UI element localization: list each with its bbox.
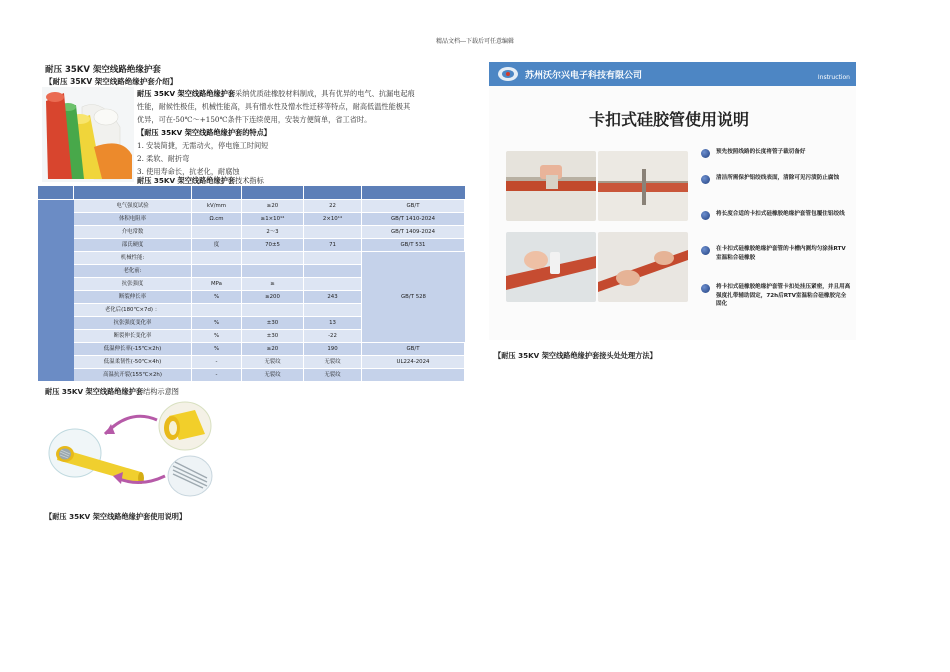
- table-cell-req: 2～3: [242, 226, 304, 239]
- step-5: [701, 283, 851, 309]
- intro-heading: 【耐压 35KV 架空线路绝缘护套介绍】: [45, 77, 178, 86]
- table-cell-std: UL224-2024: [362, 356, 465, 369]
- table-cell-req: [242, 252, 304, 265]
- table-header-bar: [38, 186, 465, 200]
- table-cell-unit: Ω.cm: [192, 213, 242, 226]
- table-cell-unit: [192, 265, 242, 278]
- table-row: [74, 226, 465, 239]
- table-row: [74, 343, 465, 356]
- table-cell-val: 13: [304, 317, 362, 330]
- step-bullet-icon: [701, 149, 710, 158]
- table-cell-unit: MPa: [192, 278, 242, 291]
- table-cell-val: [304, 304, 362, 317]
- table-row: [74, 239, 465, 252]
- table-cell-val: [304, 265, 362, 278]
- step-bullet-icon: [701, 284, 710, 293]
- step-3: [701, 210, 851, 219]
- table-cell-item: 介电常数: [74, 226, 192, 239]
- table-cell-val: 22: [304, 200, 362, 213]
- table-row: [74, 369, 465, 382]
- step-photo-wrapping: [506, 232, 596, 302]
- table-cell-item: 抗张强度变化率: [74, 317, 192, 330]
- spec-table: [38, 186, 465, 385]
- table-cell-val: 无裂纹: [304, 369, 362, 382]
- company-banner: [489, 62, 856, 86]
- table-cell-item: 低温伸长率(-15℃×2h): [74, 343, 192, 356]
- table-row: [74, 356, 465, 369]
- sleeve-cross-section-icon: [49, 429, 144, 484]
- table-cell-req: 无裂纹: [242, 356, 304, 369]
- table-cell-val: -22: [304, 330, 362, 343]
- table-cell-unit: [192, 226, 242, 239]
- table-cell-req: ±30: [242, 330, 304, 343]
- table-caption: [137, 176, 264, 186]
- page-title: 耐压 35KV 架空线路绝缘护套: [45, 65, 161, 75]
- table-cell-req: [242, 265, 304, 278]
- intro-product-name: 耐压 35KV 架空线路绝缘护套: [137, 89, 236, 98]
- table-cell-req: ≥20: [242, 343, 304, 356]
- table-row: [74, 213, 465, 226]
- table-cell-unit: %: [192, 330, 242, 343]
- instruction-title: 卡扣式硅胶管使用说明: [589, 110, 750, 129]
- table-cell-item: 低温柔韧性(-50℃×4h): [74, 356, 192, 369]
- table-cell-req: ≥20: [242, 200, 304, 213]
- feature-item-2: 2. 柔软、耐折弯: [137, 154, 190, 163]
- table-cell-std: GB/T 1409-2024: [362, 226, 465, 239]
- table-row: [74, 200, 465, 213]
- table-cell-req: [242, 304, 304, 317]
- table-cell-req: ±30: [242, 317, 304, 330]
- table-cell-val: [304, 226, 362, 239]
- table-cell-std: GB/T 1410-2024: [362, 213, 465, 226]
- feature-item-1: 1. 安装简捷，无需动火，停电施工时间短: [137, 141, 269, 150]
- table-cell-val: 71: [304, 239, 362, 252]
- step-photo-cleaning: [598, 151, 688, 221]
- table-cell-item: 电气强度试验: [74, 200, 192, 213]
- step-1: [701, 148, 851, 157]
- table-cell-std: [362, 369, 465, 382]
- table-cell-std: GB/T 531: [362, 239, 465, 252]
- instruction-panel: [489, 62, 856, 340]
- step-1-text: 预先按照线路的长度将管子裁切备好: [716, 149, 806, 155]
- company-logo: [497, 66, 519, 82]
- step-photo-cutting: [506, 151, 596, 221]
- step-bullet-icon: [701, 211, 710, 220]
- step-4-text: 在卡扣式硅橡胶绝缘护套管的卡槽内测均匀涂抹RTV室温粘合硅橡胶: [716, 246, 846, 261]
- table-cell-req: ≥200: [242, 291, 304, 304]
- table-cell-unit: [192, 252, 242, 265]
- table-cell-merged-standard: GB/T 528: [362, 252, 465, 343]
- intro-line-3: 优异，可在-50℃～+150℃条件下连续使用，安装方便简单，省工省时。: [137, 115, 372, 124]
- intro-line-2: 性能，耐候性极佳，机械性能高，具有憎水性及憎水性迁移等特点，耐高低温性能极其: [137, 102, 411, 111]
- table-cell-item: 机械性能:: [74, 252, 192, 265]
- table-cell-item: 体积电阻率: [74, 213, 192, 226]
- step-bullet-icon: [701, 175, 710, 184]
- wire-strands-icon: [168, 456, 212, 496]
- step-2-text: 清洁所需保护铝绞线表面，清除可见污渍防止腐蚀: [716, 175, 840, 181]
- table-cell-unit: %: [192, 343, 242, 356]
- table-cell-unit: -: [192, 356, 242, 369]
- step-photo-fixing: [598, 232, 688, 302]
- table-cell-item: 老化后(180℃×7d) ：: [74, 304, 192, 317]
- step-3-text: 将长度合适的卡扣式硅橡胶绝缘护套管包覆住铝绞线: [716, 211, 845, 217]
- structure-caption-suffix: 结构示意图: [143, 387, 179, 396]
- table-cell-item: 抗张强度: [74, 278, 192, 291]
- joint-caption: 【耐压 35KV 架空线路绝缘护套接头处处理方法】: [494, 351, 657, 360]
- table-cell-item: 老化前:: [74, 265, 192, 278]
- table-cell-std: GB/T: [362, 200, 465, 213]
- step-bullet-icon: [701, 246, 710, 255]
- company-name: 苏州沃尔兴电子科技有限公司: [525, 71, 643, 81]
- table-caption-suffix: 技术指标: [235, 176, 264, 185]
- table-cell-unit: %: [192, 291, 242, 304]
- step-5-text: 将卡扣式硅橡胶绝缘护套管卡扣处挂压紧密，并且用高强度扎带辅助固定，72h后RTV室温粘合硅橡胶完全固化: [716, 284, 851, 307]
- structure-caption-product: 耐压 35KV 架空线路绝缘护套: [45, 387, 144, 396]
- table-cell-unit: [192, 304, 242, 317]
- table-cell-std: GB/T: [362, 343, 465, 356]
- intro-text: [137, 87, 462, 178]
- table-cell-item: 断裂伸长率: [74, 291, 192, 304]
- intro-line-1: 采纳优质硅橡胶材料制成，具有优异的电气、抗漏电起痕: [235, 89, 415, 98]
- table-cell-unit: %: [192, 317, 242, 330]
- table-cell-req: ≥1×10¹⁴: [242, 213, 304, 226]
- table-caption-product: 耐压 35KV 架空线路绝缘护套: [137, 176, 236, 185]
- table-cell-unit: 度: [192, 239, 242, 252]
- structure-caption: [45, 387, 179, 397]
- table-cell-val: 2×10¹⁴: [304, 213, 362, 226]
- table-cell-req: ≥: [242, 278, 304, 291]
- table-cell-val: 无裂纹: [304, 356, 362, 369]
- product-tubes-image: [42, 87, 134, 182]
- table-cell-item: 高温抗开裂(155℃×2h): [74, 369, 192, 382]
- table-cell-val: [304, 252, 362, 265]
- table-cell-val: 190: [304, 343, 362, 356]
- table-cell-val: 243: [304, 291, 362, 304]
- feature-item-3: 3. 使用寿命长，抗老化，耐腐蚀: [137, 167, 240, 176]
- instruction-label: Instruction: [817, 74, 850, 81]
- usage-caption: 【耐压 35KV 架空线路绝缘护套使用说明】: [45, 512, 187, 521]
- structure-diagram: [45, 398, 215, 498]
- features-heading: 【耐压 35KV 架空线路绝缘护套的特点】: [137, 128, 271, 137]
- header-note: 精品文档---下载后可任意编辑: [435, 38, 515, 45]
- table-cell-val: [304, 278, 362, 291]
- table-cell-req: 无裂纹: [242, 369, 304, 382]
- table-cell-req: 70±5: [242, 239, 304, 252]
- step-4: [701, 245, 851, 262]
- table-cell-unit: -: [192, 369, 242, 382]
- table-left-column: [38, 200, 74, 382]
- table-cell-unit: kV/mm: [192, 200, 242, 213]
- table-cell-item: 断裂伸长变化率: [74, 330, 192, 343]
- table-cell-item: 邵氏硬度: [74, 239, 192, 252]
- step-2: [701, 174, 851, 183]
- yellow-sleeve-icon: [159, 402, 211, 450]
